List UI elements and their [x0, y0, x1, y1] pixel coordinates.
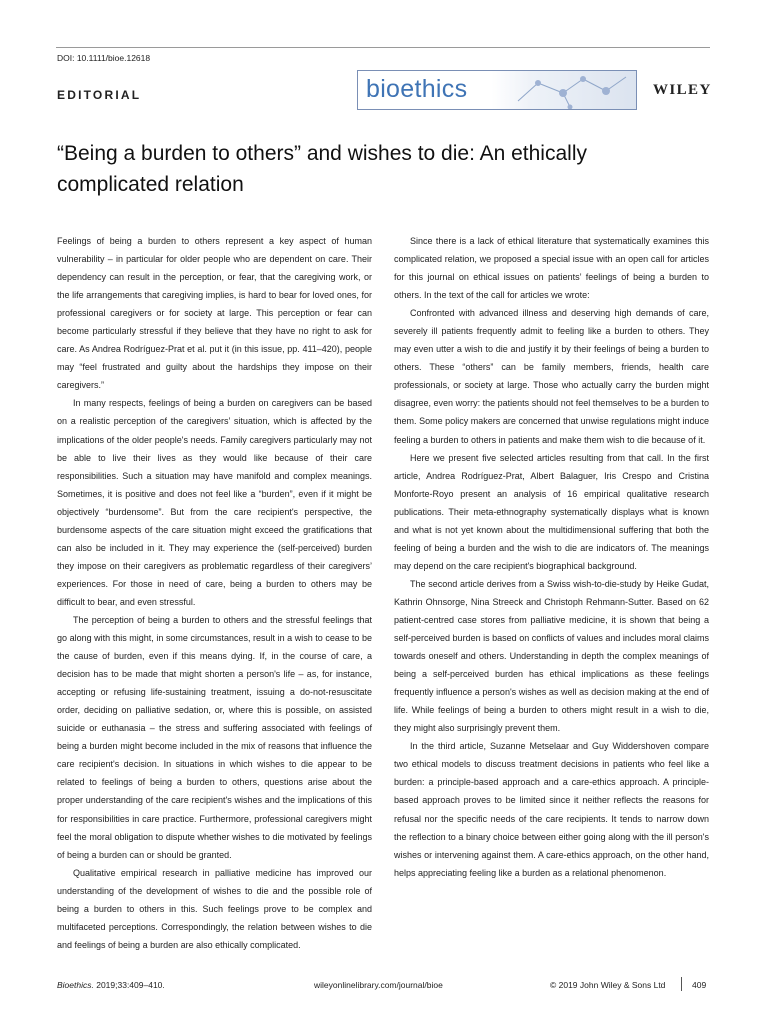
- quoted-call-paragraph: Confronted with advanced illness and deserving high demands of care, severely ill patients frequently admit to feeling like a burden to others. They may even utter a wish to die and justify it by their feelings of being a burden to others. These “others” can be family members, friends, health care professionals, or society at large. Those who actually carry the burden might disagree, even worry: the patients should not feel themselves to be a burden to them. Some policy makers are concerned that unwise regulations might induce feeling a burden to others in patients and make them wish to die because of it.: [394, 308, 709, 445]
- molecule-graphic-icon: [508, 71, 637, 110]
- article-title: “Being a burden to others” and wishes to die: An ethically complicated relation: [57, 142, 587, 196]
- footer-journal-name: Bioethics.: [57, 980, 94, 990]
- paragraph: Qualitative empirical research in palliative medicine has improved our understanding of the development of wishes to die and the possible role of being a burden to others in this. Such feelings prove to be complex and multifaceted perceptions. Correspondingly, the relation between wishes to die and feelings of being a burden are also ethically complicated.: [57, 867, 372, 950]
- paragraph: In many respects, feelings of being a burden on caregivers can be based on a realistic perception of the caregivers’ situation, which is affected by the implications of the older people's needs. Family caregivers particularly may not be able to live their lives as they would like because of their care responsibilities. Such a situation may have manifold and complex meanings. Sometimes, it is positive and does not feel like a “burden”, even if it might be objectively “burdensome”. But from the care recipient's perspective, the burdensome aspects of the care situation might exceed the gratifications that can also be included in it. They may experience the (self-perceived) burden they impose on their caregivers as problematic regardless of their caregivers’ experiences. For those in need of care, being a burden to others may be difficult to bear, and even stressful.: [57, 398, 372, 607]
- section-label: EDITORIAL: [57, 88, 142, 102]
- journal-masthead: [357, 70, 637, 110]
- page-number: 409: [692, 980, 707, 990]
- paragraph: In the third article, Suzanne Metselaar and Guy Widdershoven compare two ethical models to discuss treatment decisions in patients who feel like a burden: a principle-based approach and a care-ethics approach. A principle-based approach proves to be limited since it neither reflects the reasons for refusal nor the specific needs of the care recipients. It tends to narrow down the reflection to a binary choice between either going along with the ill person's wishes or intervening against them. A care-ethics approach, on the other hand, helps appreciating feeling like a burden as a relational phenomenon.: [394, 741, 709, 878]
- footer-separator: [681, 977, 682, 991]
- footer-citation: [57, 980, 165, 990]
- footer-volume: 2019;33:409–410.: [93, 980, 165, 990]
- right-column: [394, 232, 709, 882]
- journal-logo: bioethics: [366, 75, 468, 103]
- publisher-logo: WILEY: [653, 82, 712, 98]
- footer-url-link[interactable]: wileyonlinelibrary.com/journal/bioe: [314, 980, 443, 990]
- paragraph: Since there is a lack of ethical literature that systematically examines this complicated relation, we proposed a special issue with an open call for articles for this journal on ethical issues on patients’ feelings of being a burden to others. In the text of the call for articles we wrote:: [394, 236, 709, 301]
- paragraph: Here we present five selected articles resulting from that call. In the first article, Andrea Rodríguez-Prat, Albert Balaguer, Iris Crespo and Cristina Monforte-Royo present an analysis of 16 empirical qualitative research publications. Their meta-ethnography systematically displays what is known and what is not yet known about the multidimensional suffering that both the feeling of being a burden and the wish to die are indicators of. The meanings may depend on the care recipient's biographical background.: [394, 452, 709, 571]
- top-rule: [56, 47, 710, 48]
- paragraph: The perception of being a burden to others and the stressful feelings that go along with this might, in some circumstances, result in a wish to cease to be the cause of burden, even if this means dying. If, in the course of care, a decision has to be made that might shorten a person's life – as, for instance, accepting or refusing life-sustaining treatment, issuing a do-not-resuscitate order, deciding on palliative sedation, or, where this is possible, on assisted suicide or euthanasia – the stress and suffering associated with feelings of being a burden might become included in the mix of reasons that influence the care recipient's decision. In situations in which wishes to die appear to be related to feelings of being a burden to others, questions arise about the proper understanding of the care recipient's wishes and the implications of this for responsibilities in care practice. Furthermore, professional caregivers might feel the moral obligation to dispute whether wishes to die motivated by feelings of being a burden can or should be granted.: [57, 614, 372, 860]
- left-column: [57, 232, 372, 954]
- paragraph: The second article derives from a Swiss wish-to-die-study by Heike Gudat, Kathrin Ohnsorge, Nina Streeck and Christoph Rehmann-Sutter. Based on 62 patient-centred case stores from palliative medicine, it is shown that being a self-perceived burden is based on conflicts of values and includes moral claims towards oneself and others. Understanding in depth the complex meanings of being a self-perceived burden has ethical implications as these feelings frequently influence a person's wishes as well as decision making at the end of life. While feelings of being a burden to others might result in a wish to die, they might also surprisingly prevent them.: [394, 578, 709, 734]
- doi-text: DOI: 10.1111/bioe.12618: [57, 53, 151, 63]
- paragraph: Feelings of being a burden to others represent a key aspect of human vulnerability – in particular for older people who are dependent on care. Their dependency can result in the perception, or fear, that the caregiving work, or the life arrangements that caregiving implies, is hard to bear for loved ones, for professional caregivers or for society at large. This perception or fear can become particularly stressful if they believe that they have no right to ask for care. As Andrea Rodríguez-Prat et al. put it (in this issue, pp. 411–420), people may “feel frustrated and guilty about the hardships they impose on their caregivers.”: [57, 236, 372, 391]
- footer-copyright: © 2019 John Wiley & Sons Ltd: [550, 980, 666, 990]
